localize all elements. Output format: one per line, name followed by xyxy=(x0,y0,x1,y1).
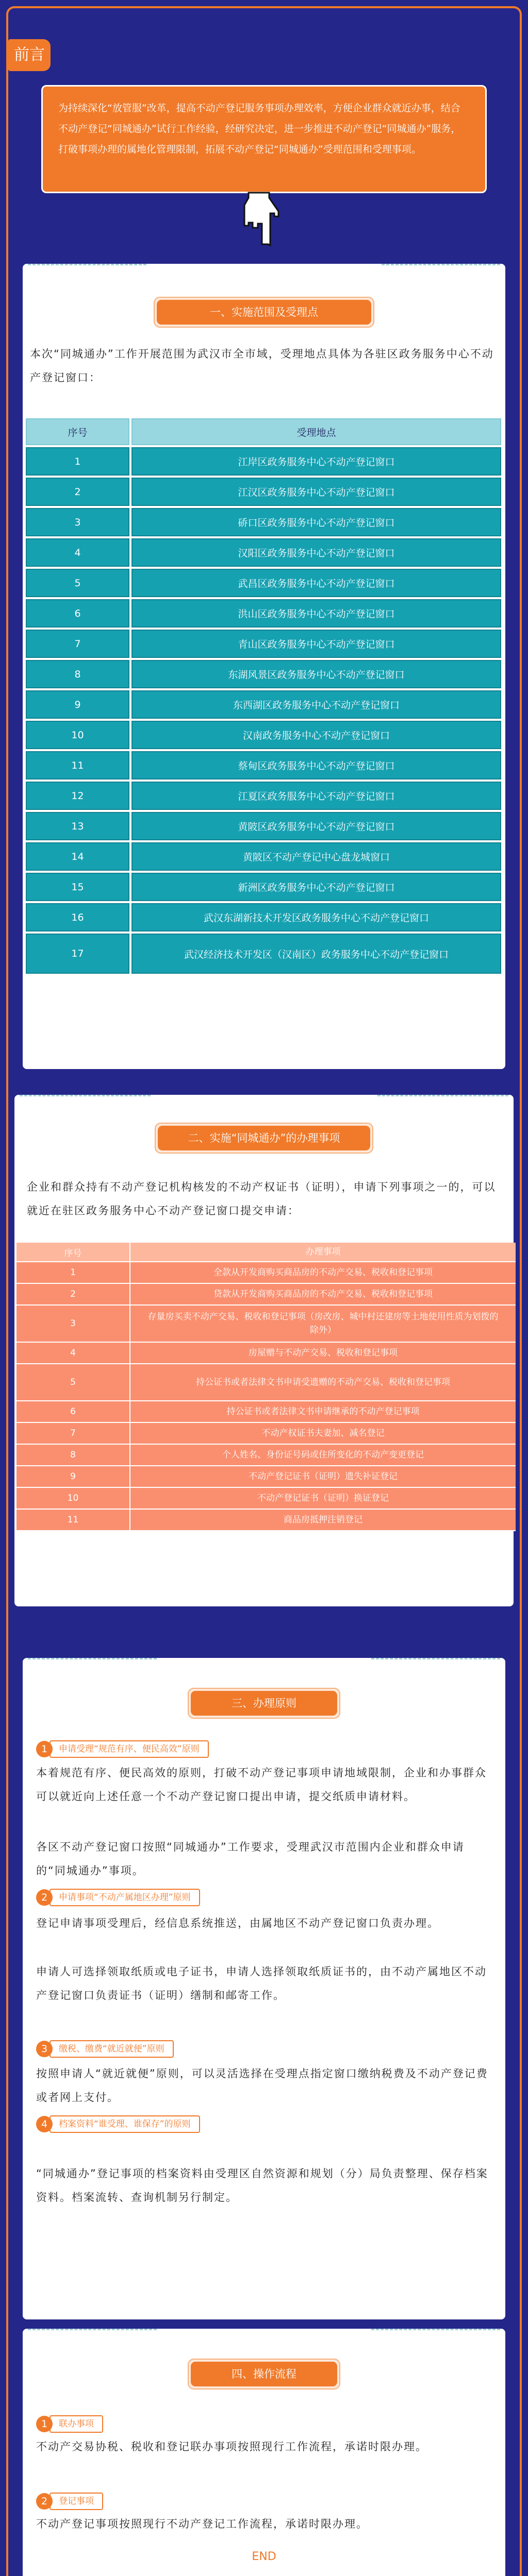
principle-4-number: 4 xyxy=(36,2116,53,2132)
row-number: 4 xyxy=(16,1343,130,1363)
section-scope-title: 一、实施范围及受理点 xyxy=(154,297,374,328)
principle-3-label: 缴税、缴费“就近就便”原则 xyxy=(50,2040,174,2058)
row-number: 9 xyxy=(16,1466,130,1487)
row-number: 7 xyxy=(16,1423,130,1444)
row-location: 汉阳区政务服务中心不动产登记窗口 xyxy=(131,538,501,567)
row-number: 8 xyxy=(16,1445,130,1465)
process-1-para: 不动产交易协税、税收和登记联办事项按照现行工作流程，承诺时限办理。 xyxy=(36,2441,427,2453)
section-scope-intro: 本次“同城通办”工作开展范围为武汉市全市域，受理地点具体为各驻区政务服务中心不动产登记窗口： xyxy=(30,348,494,384)
principle-1-para-2: 各区不动产登记窗口按照“同城通办”工作要求，受理武汉市范围内企业和群众申请的“同城通办”事项。 xyxy=(36,1841,465,1877)
locations-table-row xyxy=(26,782,501,810)
principle-4-label: 档案资料“谁受理、谁保存”的原则 xyxy=(50,2115,200,2133)
section-process-title: 四、操作流程 xyxy=(188,2359,340,2389)
principle-1-heading xyxy=(36,1740,209,1758)
row-number: 2 xyxy=(16,1284,130,1304)
row-number: 1 xyxy=(16,1262,130,1283)
items-table-row xyxy=(16,1284,516,1306)
row-number: 2 xyxy=(26,478,129,506)
row-number: 3 xyxy=(16,1306,130,1342)
row-item: 房屋赠与不动产交易、税收和登记事项 xyxy=(130,1343,516,1363)
principle-4-heading xyxy=(36,2115,200,2133)
process-2-para: 不动产登记事项按照现行不动产登记工作流程，承诺时限办理。 xyxy=(36,2518,368,2530)
items-table-row xyxy=(16,1466,516,1488)
items-table-header xyxy=(16,1243,516,1262)
header-number: 序号 xyxy=(16,1243,130,1261)
process-1-heading xyxy=(36,2415,103,2433)
row-location: 新洲区政务服务中心不动产登记窗口 xyxy=(131,873,501,901)
locations-table-row xyxy=(26,903,501,931)
row-number: 3 xyxy=(26,508,129,536)
process-2-number: 2 xyxy=(36,2493,53,2510)
row-item: 个人姓名、身份证号码或住所变化的不动产变更登记 xyxy=(130,1445,516,1465)
items-table-row xyxy=(16,1401,516,1423)
row-number: 5 xyxy=(26,569,129,597)
row-item: 商品房抵押注销登记 xyxy=(130,1510,516,1530)
locations-table-row xyxy=(26,690,501,719)
row-number: 12 xyxy=(26,782,129,810)
items-table xyxy=(16,1243,516,1531)
row-number: 16 xyxy=(26,903,129,931)
row-item: 贷款从开发商购买商品房的不动产交易、税收和登记事项 xyxy=(130,1284,516,1304)
row-location: 汉南政务服务中心不动产登记窗口 xyxy=(131,721,501,749)
row-location: 黄陂区政务服务中心不动产登记窗口 xyxy=(131,812,501,840)
row-number: 10 xyxy=(26,721,129,749)
row-item: 存量房买卖不动产交易、税收和登记事项（房改房、城中村还建房等土地使用性质为划拨的除外） xyxy=(130,1306,516,1342)
row-number: 7 xyxy=(26,630,129,658)
items-table-row xyxy=(16,1488,516,1510)
row-item: 不动产权证书夫妻加、减名登记 xyxy=(130,1423,516,1444)
process-1-label: 联办事项 xyxy=(50,2415,103,2433)
section-principles-title: 三、办理原则 xyxy=(188,1688,340,1719)
section-items-title: 二、实施“同城通办”的办理事项 xyxy=(155,1123,373,1154)
principle-2-heading xyxy=(36,1889,200,1906)
items-table-row xyxy=(16,1262,516,1284)
items-table-row xyxy=(16,1306,516,1343)
row-location: 洪山区政务服务中心不动产登记窗口 xyxy=(131,599,501,628)
row-number: 5 xyxy=(16,1364,130,1400)
row-number: 17 xyxy=(26,934,129,974)
preface-tab: 前言 xyxy=(8,39,51,71)
header-item: 办理事项 xyxy=(130,1243,516,1261)
pointing-hand-icon xyxy=(242,192,284,248)
row-number: 8 xyxy=(26,660,129,688)
row-location: 武汉东湖新技术开发区政务服务中心不动产登记窗口 xyxy=(131,903,501,931)
items-table-row xyxy=(16,1445,516,1466)
locations-table-row xyxy=(26,508,501,536)
row-number: 4 xyxy=(26,538,129,567)
row-number: 14 xyxy=(26,842,129,871)
row-number: 11 xyxy=(16,1510,130,1530)
principle-3-heading xyxy=(36,2040,174,2058)
row-location: 江岸区政务服务中心不动产登记窗口 xyxy=(131,447,501,476)
row-location: 武汉经济技术开发区（汉南区）政务服务中心不动产登记窗口 xyxy=(131,934,501,974)
principle-2-number: 2 xyxy=(36,1889,53,1906)
row-number: 13 xyxy=(26,812,129,840)
row-location: 东湖风景区政务服务中心不动产登记窗口 xyxy=(131,660,501,688)
section-items-intro: 企业和群众持有不动产登记机构核发的不动产权证书（证明），申请下列事项之一的，可以就近在驻区政务服务中心不动产登记窗口提交申请： xyxy=(27,1181,496,1217)
principle-3-number: 3 xyxy=(36,2041,53,2057)
section-principles-card xyxy=(23,1658,505,2319)
row-number: 15 xyxy=(26,873,129,901)
row-item: 全款从开发商购买商品房的不动产交易、税收和登记事项 xyxy=(130,1262,516,1283)
locations-table-row xyxy=(26,842,501,871)
principle-4-para-1: “同城通办”登记事项的档案资料由受理区自然资源和规划（分）局负责整理、保存档案资料。档案流转、查询机制另行制定。 xyxy=(36,2167,488,2204)
principle-2-label: 申请事项“不动产属地区办理”原则 xyxy=(50,1889,200,1906)
locations-table-row xyxy=(26,447,501,476)
row-location: 江汉区政务服务中心不动产登记窗口 xyxy=(131,478,501,506)
preface-text: 为持续深化“放管服”改革，提高不动产登记服务事项办理效率，方便企业群众就近办事，结合不动产登记“同城通办”试行工作经验，经研究决定，进一步推进不动产登记“同城通办”服务，打破事项办理的属地化管理限制，拓展不动产登记“同城通办”受理范围和受理事项。 xyxy=(41,85,487,193)
locations-table-header xyxy=(26,418,501,445)
locations-table-row xyxy=(26,873,501,901)
section-process-card xyxy=(23,2329,505,2576)
principle-2-para-1: 登记申请事项受理后，经信息系统推送，由属地区不动产登记窗口负责办理。 xyxy=(36,1917,439,1929)
process-1-number: 1 xyxy=(36,2416,53,2432)
row-number: 1 xyxy=(26,447,129,476)
row-location: 黄陂区不动产登记中心盘龙城窗口 xyxy=(131,842,501,871)
row-location: 江夏区政务服务中心不动产登记窗口 xyxy=(131,782,501,810)
row-item: 持公证书或者法律文书申请继承的不动产登记事项 xyxy=(130,1401,516,1422)
items-table-row xyxy=(16,1510,516,1531)
locations-table-row xyxy=(26,721,501,749)
items-table-row xyxy=(16,1423,516,1445)
locations-table-row xyxy=(26,751,501,779)
locations-table-row xyxy=(26,660,501,688)
locations-table xyxy=(26,418,501,976)
row-number: 6 xyxy=(26,599,129,628)
locations-table-row xyxy=(26,630,501,658)
items-table-row xyxy=(16,1343,516,1364)
header-number: 序号 xyxy=(26,418,129,445)
items-table-row xyxy=(16,1364,516,1401)
principle-3-para-1: 按照申请人“就近就便”原则，可以灵活选择在受理点指定窗口缴纳税费及不动产登记费或者网上支付。 xyxy=(36,2067,488,2104)
row-item: 不动产登记证书（证明）遗失补证登记 xyxy=(130,1466,516,1487)
principle-1-para-1: 本着规范有序、便民高效的原则，打破不动产登记事项申请地域限制，企业和办事群众可以就近向上述任意一个不动产登记窗口提出申请，提交纸质申请材料。 xyxy=(36,1767,487,1803)
row-number: 6 xyxy=(16,1401,130,1422)
locations-table-row xyxy=(26,538,501,567)
end-marker: END xyxy=(252,2550,276,2563)
locations-table-row xyxy=(26,569,501,597)
row-number: 10 xyxy=(16,1488,130,1509)
row-location: 青山区政务服务中心不动产登记窗口 xyxy=(131,630,501,658)
row-location: 蔡甸区政务服务中心不动产登记窗口 xyxy=(131,751,501,779)
header-location: 受理地点 xyxy=(131,418,501,445)
row-number: 9 xyxy=(26,690,129,719)
row-number: 11 xyxy=(26,751,129,779)
principle-2-para-2: 申请人可选择领取纸质或电子证书，申请人选择领取纸质证书的，由不动产属地区不动产登记窗口负责证书（证明）缮制和邮寄工作。 xyxy=(36,1965,487,2002)
process-2-label: 登记事项 xyxy=(50,2493,103,2510)
locations-table-row xyxy=(26,599,501,628)
locations-table-row xyxy=(26,478,501,506)
row-item: 不动产登记证书（证明）换证登记 xyxy=(130,1488,516,1509)
locations-table-row xyxy=(26,934,501,974)
row-location: 武昌区政务服务中心不动产登记窗口 xyxy=(131,569,501,597)
row-location: 硚口区政务服务中心不动产登记窗口 xyxy=(131,508,501,536)
principle-1-label: 申请受理“规范有序、便民高效”原则 xyxy=(50,1740,209,1758)
principle-1-number: 1 xyxy=(36,1741,53,1757)
row-location: 东西湖区政务服务中心不动产登记窗口 xyxy=(131,690,501,719)
locations-table-row xyxy=(26,812,501,840)
process-2-heading xyxy=(36,2493,103,2510)
row-item: 持公证书或者法律文书申请受遗赠的不动产交易、税收和登记事项 xyxy=(130,1364,516,1400)
